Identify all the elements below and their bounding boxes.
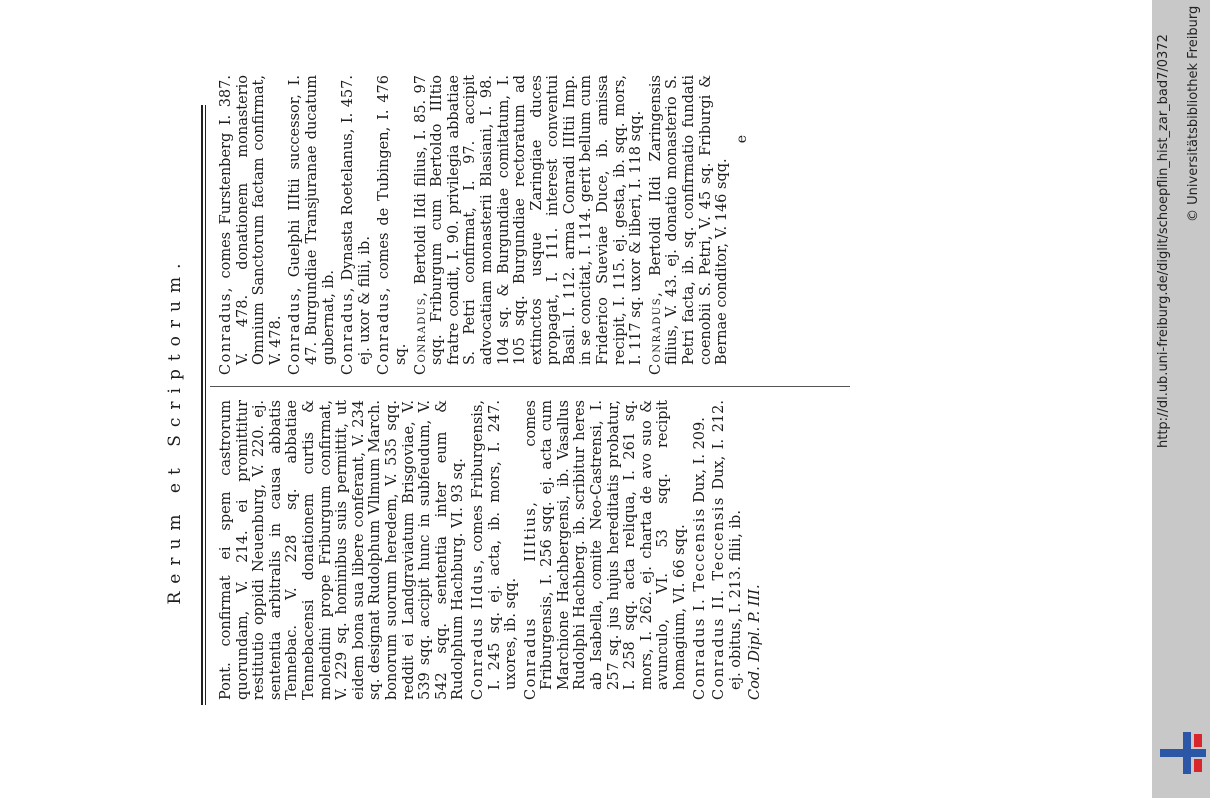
index-entry bbox=[340, 75, 373, 375]
rotated-page-content bbox=[140, 75, 930, 750]
catchword: e bbox=[733, 135, 750, 144]
entry-heading: Conradus I. Teccensis bbox=[691, 507, 708, 700]
left-column bbox=[218, 400, 764, 700]
index-entry bbox=[470, 400, 520, 700]
entry-text: comes Friburgensis, I. 245 sq. ej. acta, ib. mors, I. 247. uxores, ib. sqq. bbox=[469, 400, 520, 690]
header-rule-thin bbox=[205, 105, 206, 705]
running-header: Rerum et Scriptorum. bbox=[165, 255, 185, 605]
column-divider bbox=[210, 386, 850, 387]
copyright-notice: © Universitätsbibliothek Freiburg bbox=[1186, 5, 1201, 222]
entry-text: comes de Tubingen, I. 476 sq. bbox=[376, 75, 409, 365]
index-entry bbox=[648, 75, 731, 375]
entry-text: comes Furstenberg I. 387. V. 478. donationem monasterio Omnium Sanctorum factam confirmat, V. 478. bbox=[218, 75, 284, 365]
index-entry bbox=[287, 75, 337, 375]
entry-text: Bertoldi IIdi filius, I. 85. 97 sqq. Friburgum cum Bertoldo IIItio fratre condit, I. 90. privilegia abbatiae S. Petri confirmat, I. 97. accipit advocatiam monasterii Blasiani, I. 98. 104 sq. & Burgundiae comitatum, I. 105 sqq. Burgundiae rectoratum ad extinctos usque Zaringiae duces propagat, I. 111. interest conventui Basil. I. 112. arma Conradi IIItii Imp. in se concitat, I. 114. gerit bellum cum Friderico Sueviae Duce, ib. amissa recipit, I. 115. ej. gesta, ib. sqq. mors, I. 117 sq. uxor & liberi, I. 118 sqq. bbox=[412, 75, 645, 365]
library-logo-icon bbox=[1160, 732, 1206, 774]
index-entry bbox=[376, 75, 409, 375]
index-entry bbox=[692, 400, 709, 700]
entry-heading: Conradus II. Teccensis bbox=[711, 496, 728, 700]
entry-text: comes Friburgensis, I. 256 sqq. ej. acta cum Marchione Hachbergensi, ib. Vasallus Rudolphi Hachberg. ib. scribitur heres ab Isabella, comite Neo-Castrensi, I. 257 sq. jus hujus hereditatis probatur, I. 258 sqq. acta reliqua, I. 261 sq. mors, I. 262. ej. charta de avo suo & avunculo, VI. 53 sqq. recipit homagium, VI. 66 sqq. bbox=[522, 400, 689, 690]
entry-text: Guelphi IIItii successor, I. 47. Burgundiae Transjuranae ducatum gubernat, ib. bbox=[287, 75, 337, 365]
index-entry bbox=[523, 400, 689, 700]
entry-heading: Conradus, bbox=[218, 286, 234, 375]
italic-reference: Cod. Dipl. P. III. bbox=[747, 584, 764, 700]
index-entry bbox=[218, 75, 284, 375]
entry-text: Bertoldi IIdi Zaringensis filius, V. 43. ej. donatio monasterio S. Petri facta, ib. sq. confirmatio fundati coenobii S. Petri, V. 45 sq. Friburgi & Bernae conditor, V. 146 sqq. bbox=[647, 75, 731, 365]
entry-heading: Conradus IIItius, bbox=[522, 500, 539, 700]
entry-text: Dux, I. 212. ej. obitus, I. 213. filii, ib. bbox=[711, 400, 744, 690]
entry-text: Dux, I. 209. bbox=[691, 417, 708, 508]
continuation-text: Pont. confirmat ei spem castrorum quorundam, V. 214. ei promittitur restitutio oppidi Neuenburg, V. 220. ej. sententia arbitralis in causa abbatis Tennebac. V. 228 sq. abbatiae Tennebacensi donationem curtis & molendini prope Friburgum confirmat, V. 229 sq. hominibus suis permittit, ut eidem bona sua libere conferant, V. 234 sq. designat Rudolphum Vllmum March. bonorum suorum heredem, V. 535 sqq. reddit ei Landgraviatum Brisgoviae, V. 539 sqq. accipit hunc in subfeudum, V. 542 sqq. sententia inter eum & Rudolphum Hachburg. VI. 93 sq. bbox=[218, 400, 467, 700]
entry-heading: Conradus, bbox=[412, 290, 429, 375]
entry-heading: Conradus, bbox=[647, 290, 664, 375]
entry-text: Dynasta Roetelanus, I. 457. ej. uxor & filii, ib. bbox=[340, 75, 373, 365]
index-entry bbox=[413, 75, 645, 375]
index-entry bbox=[711, 400, 744, 700]
entry-heading: Conradus, bbox=[376, 286, 393, 375]
header-rule bbox=[201, 105, 203, 705]
source-url-link[interactable]: http://dl.ub.uni-freiburg.de/diglit/schoepflin_hist_zar_bad7/0372 bbox=[1156, 34, 1171, 448]
entry-heading: Conradus, bbox=[340, 286, 357, 375]
right-column bbox=[218, 75, 750, 375]
entry-heading: Conradus IIdus, bbox=[469, 558, 486, 700]
entry-heading: Conradus, bbox=[287, 286, 304, 375]
